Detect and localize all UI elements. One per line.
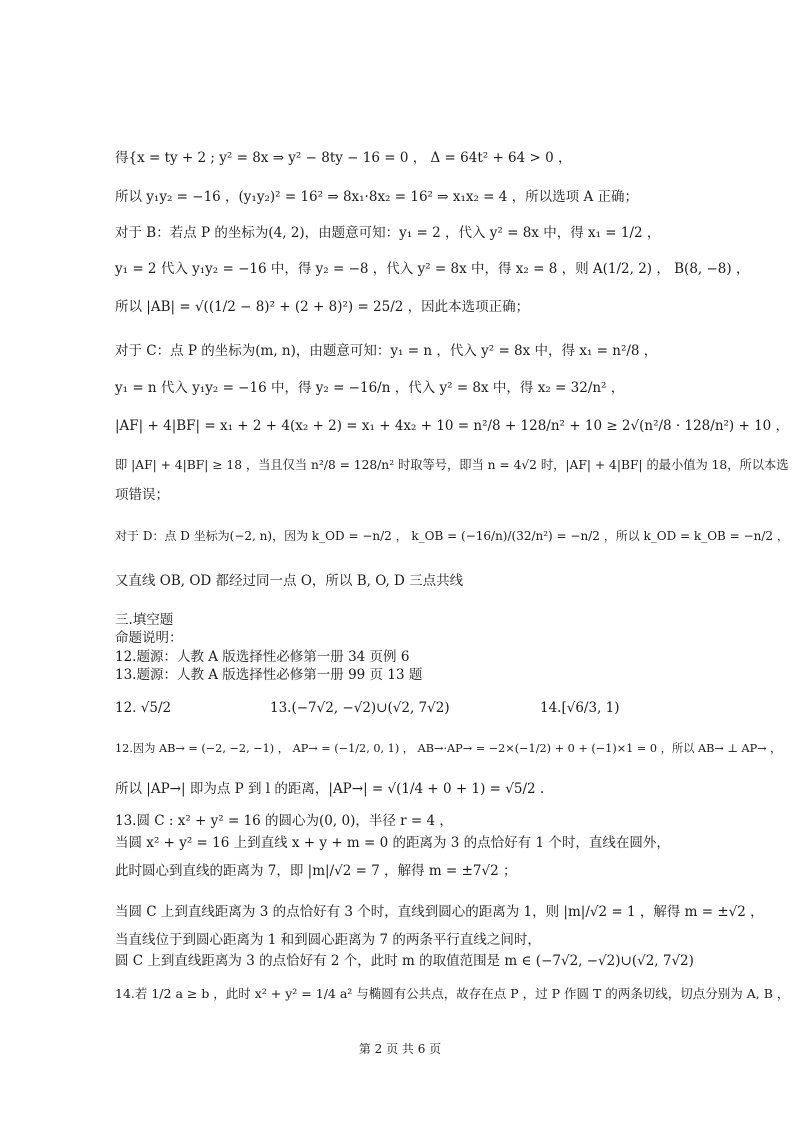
- solution-13-line-1: 13.圆 C : x² + y² = 16 的圆心为(0, 0)，半径 r = 4 ，: [115, 813, 453, 829]
- section-heading: 三.填空题: [115, 612, 174, 628]
- source-12: 12.题源：人教 A 版选择性必修第一册 34 页例 6: [115, 649, 410, 665]
- solution-12-line-1: 12.因为 AB→ = (−2, −2, −1) ， AP→ = (−1/2, 0, 1) ， AB→·AP→ = −2×(−1/2) + 0 + (−1)×1 = 0 ，所以 AB→ ⊥ AP→ ，: [115, 742, 782, 755]
- option-b-line-1: 对于 B：若点 P 的坐标为(4, 2)，由题意可知：y₁ = 2 ，代入 y² = 8x 中，得 x₁ = 1/2 ，: [115, 225, 661, 241]
- note-heading: 命题说明：: [115, 630, 183, 646]
- solution-line-1: 得{x = ty + 2 ; y² = 8x ⇒ y² − 8ty − 16 = 0 ， Δ = 64t² + 64 > 0 ，: [115, 150, 572, 166]
- solution-12-line-2: 所以 |AP→| 即为点 P 到 l 的距离，|AP→| = √(1/4 + 0 + 1) = √5/2 .: [115, 781, 545, 797]
- solution-13-line-2: 当圆 x² + y² = 16 上到直线 x + y + m = 0 的距离为 3 的点恰好有 1 个时，直线在圆外，: [115, 835, 670, 851]
- solution-13-line-4: 当圆 C 上到直线距离为 3 的点恰好有 3 个时，直线到圆心的距离为 1，则 |m|/√2 = 1 ，解得 m = ±√2 ，: [115, 904, 764, 920]
- page-footer: 第 2 页 共 6 页: [358, 1042, 442, 1056]
- option-d-line-2: 又直线 OB, OD 都经过同一点 O，所以 B, O, D 三点共线: [115, 573, 464, 589]
- source-13: 13.题源：人教 A 版选择性必修第一册 99 页 13 题: [115, 667, 423, 683]
- answer-13: 13.(−7√2, −√2)∪(√2, 7√2): [270, 700, 450, 716]
- solution-13-line-3: 此时圆心到直线的距离为 7，即 |m|/√2 = 7 ，解得 m = ±7√2 ；: [115, 863, 517, 879]
- option-c-line-1: 对于 C：点 P 的坐标为(m, n)，由题意可知：y₁ = n ，代入 y² = 8x 中，得 x₁ = n²/8 ，: [115, 343, 658, 359]
- option-d-line-1: 对于 D：点 D 坐标为(−2, n)，因为 k_OD = −n/2 ， k_OB = (−16/n)/(32/n²) = −n/2 ，所以 k_OD = k_OB = −n/2 ，: [115, 529, 789, 543]
- option-c-line-5: 项错误；: [115, 487, 169, 503]
- answer-12: 12. √5/2: [115, 700, 172, 716]
- option-b-line-2: y₁ = 2 代入 y₁y₂ = −16 中，得 y₂ = −8 ，代入 y² = 8x 中，得 x₂ = 8 ，则 A(1/2, 2) ， B(8, −8) ，: [115, 261, 750, 277]
- option-c-line-4: 即 |AF| + 4|BF| ≥ 18 ，当且仅当 n²/8 = 128/n² 时取等号，即当 n = 4√2 时，|AF| + 4|BF| 的最小值为 18，所以本选: [115, 458, 789, 472]
- solution-13-line-5: 当直线位于到圆心距离为 1 和到圆心距离为 7 的两条平行直线之间时，: [115, 932, 541, 948]
- solution-line-2: 所以 y₁y₂ = −16 ，(y₁y₂)² = 16² ⇒ 8x₁·8x₂ = 16² ⇒ x₁x₂ = 4 ，所以选项 A 正确；: [115, 189, 638, 205]
- answer-14: 14.[√6/3, 1): [540, 700, 620, 716]
- option-c-line-3: |AF| + 4|BF| = x₁ + 2 + 4(x₂ + 2) = x₁ + 4x₂ + 10 = n²/8 + 128/n² + 10 ≥ 2√(n²/8 · 128/n²) + 10 ，: [115, 418, 790, 434]
- solution-14-line-1: 14.若 1/2 a ≥ b ，此时 x² + y² = 1/4 a² 与椭圆有公共点，故存在点 P ，过 P 作圆 T 的两条切线，切点分别为 A, B ，: [115, 986, 790, 1001]
- option-b-line-3: 所以 |AB| = √((1/2 − 8)² + (2 + 8)²) = 25/2 ，因此本选项正确；: [115, 299, 530, 315]
- option-c-line-2: y₁ = n 代入 y₁y₂ = −16 中，得 y₂ = −16/n ，代入 y² = 8x 中，得 x₂ = 32/n² ，: [115, 380, 625, 396]
- solution-13-line-6: 圆 C 上到直线距离为 3 的点恰好有 2 个，此时 m 的取值范围是 m ∈ (−7√2, −√2)∪(√2, 7√2): [115, 953, 694, 969]
